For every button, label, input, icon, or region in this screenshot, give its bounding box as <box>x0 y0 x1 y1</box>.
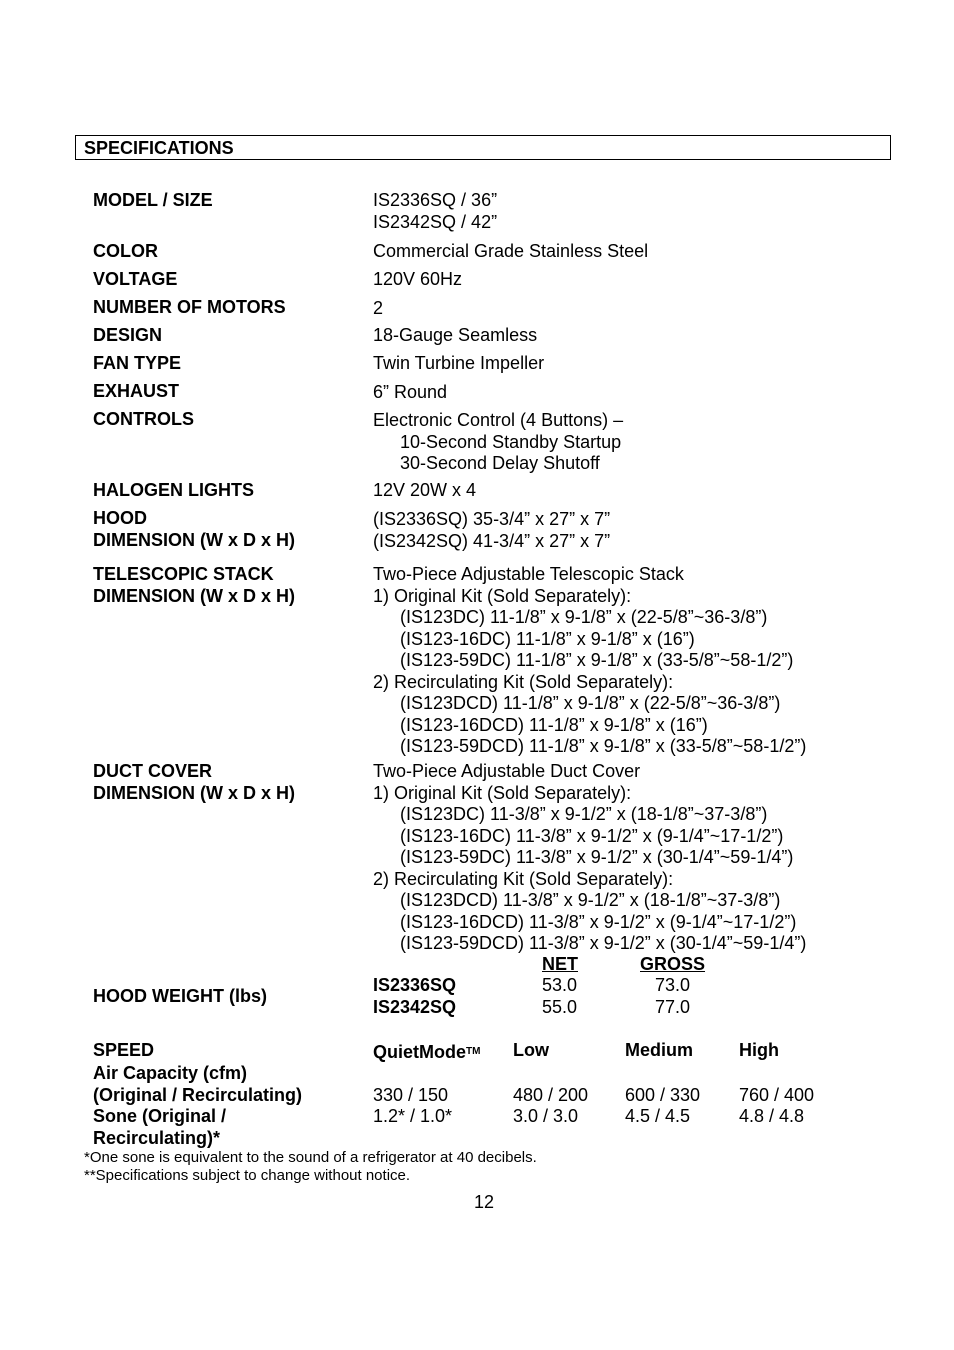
weight-gross: 73.0 <box>655 975 691 995</box>
speed-label: SPEED <box>93 1040 155 1060</box>
stack-line: (IS123DC) 11-1/8” x 9-1/8” x (22-5/8”~36-3/8”) <box>400 607 768 627</box>
footnote: *One sone is equivalent to the sound of a refrigerator at 40 decibels. <box>84 1149 537 1166</box>
exhaust-label: EXHAUST <box>93 381 180 401</box>
weight-model: IS2342SQ <box>373 997 457 1017</box>
air-high: 760 / 400 <box>739 1085 815 1105</box>
duct-label <box>93 761 295 804</box>
page-number: 12 <box>474 1192 495 1212</box>
stack-label-line: DIMENSION (W x D x H) <box>93 585 296 606</box>
footnote: **Specifications subject to change without notice. <box>84 1167 411 1184</box>
speed-col-quietmode <box>373 1041 480 1064</box>
stack-line: (IS123-59DCD) 11-1/8” x 9-1/8” x (33-5/8”~58-1/2”) <box>400 736 807 756</box>
trademark-mark: TM <box>466 1046 481 1057</box>
stack-value <box>373 564 806 758</box>
color-label: COLOR <box>93 241 158 261</box>
stack-line: (IS123-16DC) 11-1/8” x 9-1/8” x (16”) <box>400 628 695 649</box>
stack-line: (IS123-59DC) 11-1/8” x 9-1/8” x (33-5/8”~58-1/2”) <box>400 650 794 670</box>
halogen-value: 12V 20W x 4 <box>373 480 477 500</box>
air-low: 480 / 200 <box>513 1085 589 1105</box>
stack-line: (IS123-16DCD) 11-1/8” x 9-1/8” x (16”) <box>400 714 708 735</box>
model-line: IS2336SQ / 36” <box>373 190 498 210</box>
weight-model: IS2336SQ <box>373 975 457 995</box>
controls-line: 30-Second Delay Shutoff <box>400 453 600 473</box>
section-title-box <box>75 135 891 160</box>
hood-dim-label <box>93 508 295 551</box>
air-quiet: 330 / 150 <box>373 1085 449 1105</box>
controls-line: Electronic Control (4 Buttons) – <box>373 410 624 430</box>
controls-line: 10-Second Standby Startup <box>400 431 622 452</box>
exhaust-value: 6” Round <box>373 382 448 402</box>
weight-gross: 77.0 <box>655 997 691 1017</box>
model-line: IS2342SQ / 42” <box>373 211 498 232</box>
duct-value <box>373 761 806 955</box>
duct-line: (IS123-16DC) 11-3/8” x 9-1/2” x (9-1/4”~17-1/2”) <box>400 825 784 846</box>
sone-medium: 4.5 / 4.5 <box>625 1106 691 1126</box>
fan-value: Twin Turbine Impeller <box>373 353 545 373</box>
speed-col-high: High <box>739 1040 779 1060</box>
model-value <box>373 190 497 233</box>
design-label: DESIGN <box>93 325 163 345</box>
sone-label-line: Sone (Original / <box>93 1106 227 1126</box>
color-value: Commercial Grade Stainless Steel <box>373 241 649 261</box>
air-capacity-label-line: (Original / Recirculating) <box>93 1084 303 1105</box>
model-label: MODEL / SIZE <box>93 190 213 210</box>
duct-label-line: DIMENSION (W x D x H) <box>93 782 296 803</box>
sone-label <box>93 1106 226 1149</box>
duct-line: (IS123-59DCD) 11-3/8” x 9-1/2” x (30-1/4”~59-1/4”) <box>400 933 807 953</box>
halogen-label: HALOGEN LIGHTS <box>93 480 254 500</box>
stack-label-line: TELESCOPIC STACK <box>93 564 274 584</box>
sone-label-line: Recirculating)* <box>93 1127 221 1148</box>
design-value: 18-Gauge Seamless <box>373 325 538 345</box>
duct-line: (IS123-59DC) 11-3/8” x 9-1/2” x (30-1/4”~59-1/4”) <box>400 847 794 867</box>
speed-col-low: Low <box>513 1040 549 1060</box>
motors-label: NUMBER OF MOTORS <box>93 297 286 317</box>
sone-quiet: 1.2* / 1.0* <box>373 1106 453 1126</box>
voltage-value: 120V 60Hz <box>373 269 463 289</box>
sone-high: 4.8 / 4.8 <box>739 1106 805 1126</box>
hood-dim-line: (IS2336SQ) 35-3/4” x 27” x 7” <box>373 509 611 529</box>
stack-line: (IS123DCD) 11-1/8” x 9-1/8” x (22-5/8”~36-3/8”) <box>400 693 781 713</box>
duct-line: (IS123DC) 11-3/8” x 9-1/2” x (18-1/8”~37-3/8”) <box>400 804 768 824</box>
section-title: SPECIFICATIONS <box>84 138 234 158</box>
speed-col-medium: Medium <box>625 1040 694 1060</box>
stack-line: 2) Recirculating Kit (Sold Separately): <box>373 671 674 692</box>
duct-label-line: DUCT COVER <box>93 761 213 781</box>
duct-line: Two-Piece Adjustable Duct Cover <box>373 761 641 781</box>
weight-col-gross: GROSS <box>640 954 706 974</box>
duct-line: 1) Original Kit (Sold Separately): <box>373 782 632 803</box>
duct-line: (IS123DCD) 11-3/8” x 9-1/2” x (18-1/8”~37-3/8”) <box>400 890 781 910</box>
weight-net: 53.0 <box>542 975 578 995</box>
stack-label <box>93 564 295 607</box>
fan-label: FAN TYPE <box>93 353 182 373</box>
duct-line: (IS123-16DCD) 11-3/8” x 9-1/2” x (9-1/4”~17-1/2”) <box>400 911 797 932</box>
air-capacity-label-line: Air Capacity (cfm) <box>93 1063 248 1083</box>
stack-line: Two-Piece Adjustable Telescopic Stack <box>373 564 684 584</box>
motors-value: 2 <box>373 298 384 318</box>
quietmode-text: QuietMode <box>373 1042 466 1062</box>
air-capacity-label <box>93 1063 302 1106</box>
weight-label: HOOD WEIGHT (lbs) <box>93 986 267 1006</box>
hood-dim-label-line: HOOD <box>93 508 147 528</box>
controls-value <box>373 410 623 475</box>
duct-line: 2) Recirculating Kit (Sold Separately): <box>373 868 674 889</box>
sone-low: 3.0 / 3.0 <box>513 1106 579 1126</box>
voltage-label: VOLTAGE <box>93 269 178 289</box>
hood-dim-line: (IS2342SQ) 41-3/4” x 27” x 7” <box>373 530 611 551</box>
hood-dim-label-line: DIMENSION (W x D x H) <box>93 529 296 550</box>
weight-net: 55.0 <box>542 997 578 1017</box>
stack-line: 1) Original Kit (Sold Separately): <box>373 585 632 606</box>
hood-dim-value <box>373 509 610 552</box>
air-medium: 600 / 330 <box>625 1085 701 1105</box>
controls-label: CONTROLS <box>93 409 194 429</box>
weight-col-net: NET <box>542 954 578 974</box>
